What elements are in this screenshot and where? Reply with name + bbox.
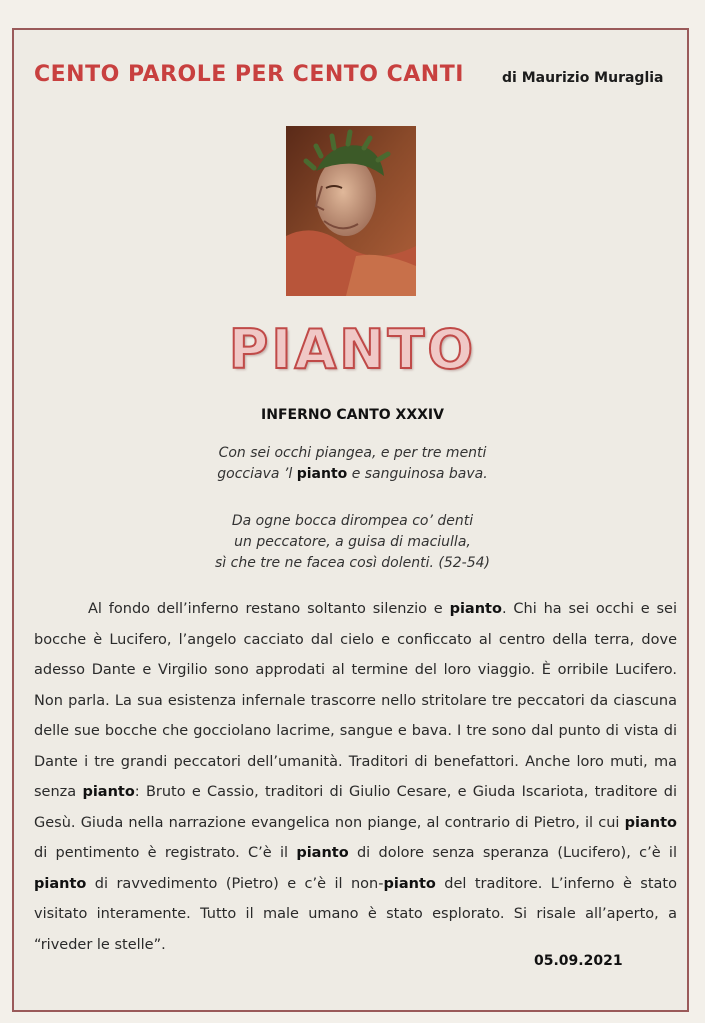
- verse-line: un peccatore, a guisa di maciulla,: [234, 534, 471, 550]
- body-keyword: pianto: [383, 875, 436, 892]
- canto-reference: INFERNO CANTO XXXIV: [261, 407, 444, 423]
- verse-line: Con sei occhi piangea, e per tre menti: [218, 445, 487, 461]
- body-keyword: pianto: [296, 845, 349, 861]
- commentary: [34, 594, 677, 960]
- body-text: di pentimento è registrato. C’è il: [34, 845, 297, 861]
- verse-stanza-1: [0, 443, 705, 485]
- publication-date: 05.09.2021: [534, 953, 623, 969]
- author-name: di Maurizio Muraglia: [502, 70, 664, 86]
- body-text: del traditore. L’inferno è stato visitato interamente. Tutto il male umano è stato esplorato. Si risale all’aperto, a “riveder le stelle”.: [34, 875, 677, 953]
- body-text: . Chi ha sei occhi e sei bocche è Lucifero, l’angelo cacciato dal cielo e conficcato al centro della terra, dove adesso Dante e Virgilio sono approdati al termine del loro viaggio. È orribile Lucifero. Non parla. La sua esistenza infernale trascorre nello stritolare tre peccatori da ciascuna delle sue bocche che gocciolano lacrime, sangue e bava. I tre sono dal punto di vista di Dante i tre grandi peccatori dell’umanità. Traditori di benefattori. Anche loro muti, ma senza: [34, 601, 677, 800]
- body-keyword: pianto: [449, 601, 502, 617]
- verse-line: Da ogne bocca dirompea co’ denti: [231, 513, 474, 529]
- portrait-image: [286, 126, 416, 296]
- body-keyword: pianto: [82, 784, 135, 800]
- verse-line: sì che tre ne facea così dolenti. (52-54): [215, 555, 490, 571]
- commentary-paragraph: [34, 594, 677, 960]
- series-title: CENTO PAROLE PER CENTO CANTI: [34, 62, 464, 87]
- keyword-title: PIANTO: [228, 318, 477, 381]
- verse-keyword: pianto: [296, 466, 348, 482]
- body-keyword: pianto: [34, 875, 87, 892]
- verse-text: e sanguinosa bava.: [347, 466, 488, 482]
- dante-portrait: [286, 126, 416, 296]
- body-text: : Bruto e Cassio, traditori di Giulio Cesare, e Giuda Iscariota, traditore di Gesù. Giuda nella narrazione evangelica non piange, al contrario di Pietro, il cui: [34, 784, 677, 831]
- verse-stanza-2: [0, 511, 705, 574]
- body-text: di ravvedimento (Pietro) e c’è il non-: [86, 875, 384, 892]
- body-keyword: pianto: [624, 814, 677, 831]
- body-text: Al fondo dell’inferno restano soltanto silenzio e: [88, 601, 450, 617]
- verse-line: [0, 464, 705, 485]
- body-text: di dolore senza speranza (Lucifero), c’è il: [348, 845, 677, 861]
- verse-text: gocciava ’l: [217, 466, 297, 482]
